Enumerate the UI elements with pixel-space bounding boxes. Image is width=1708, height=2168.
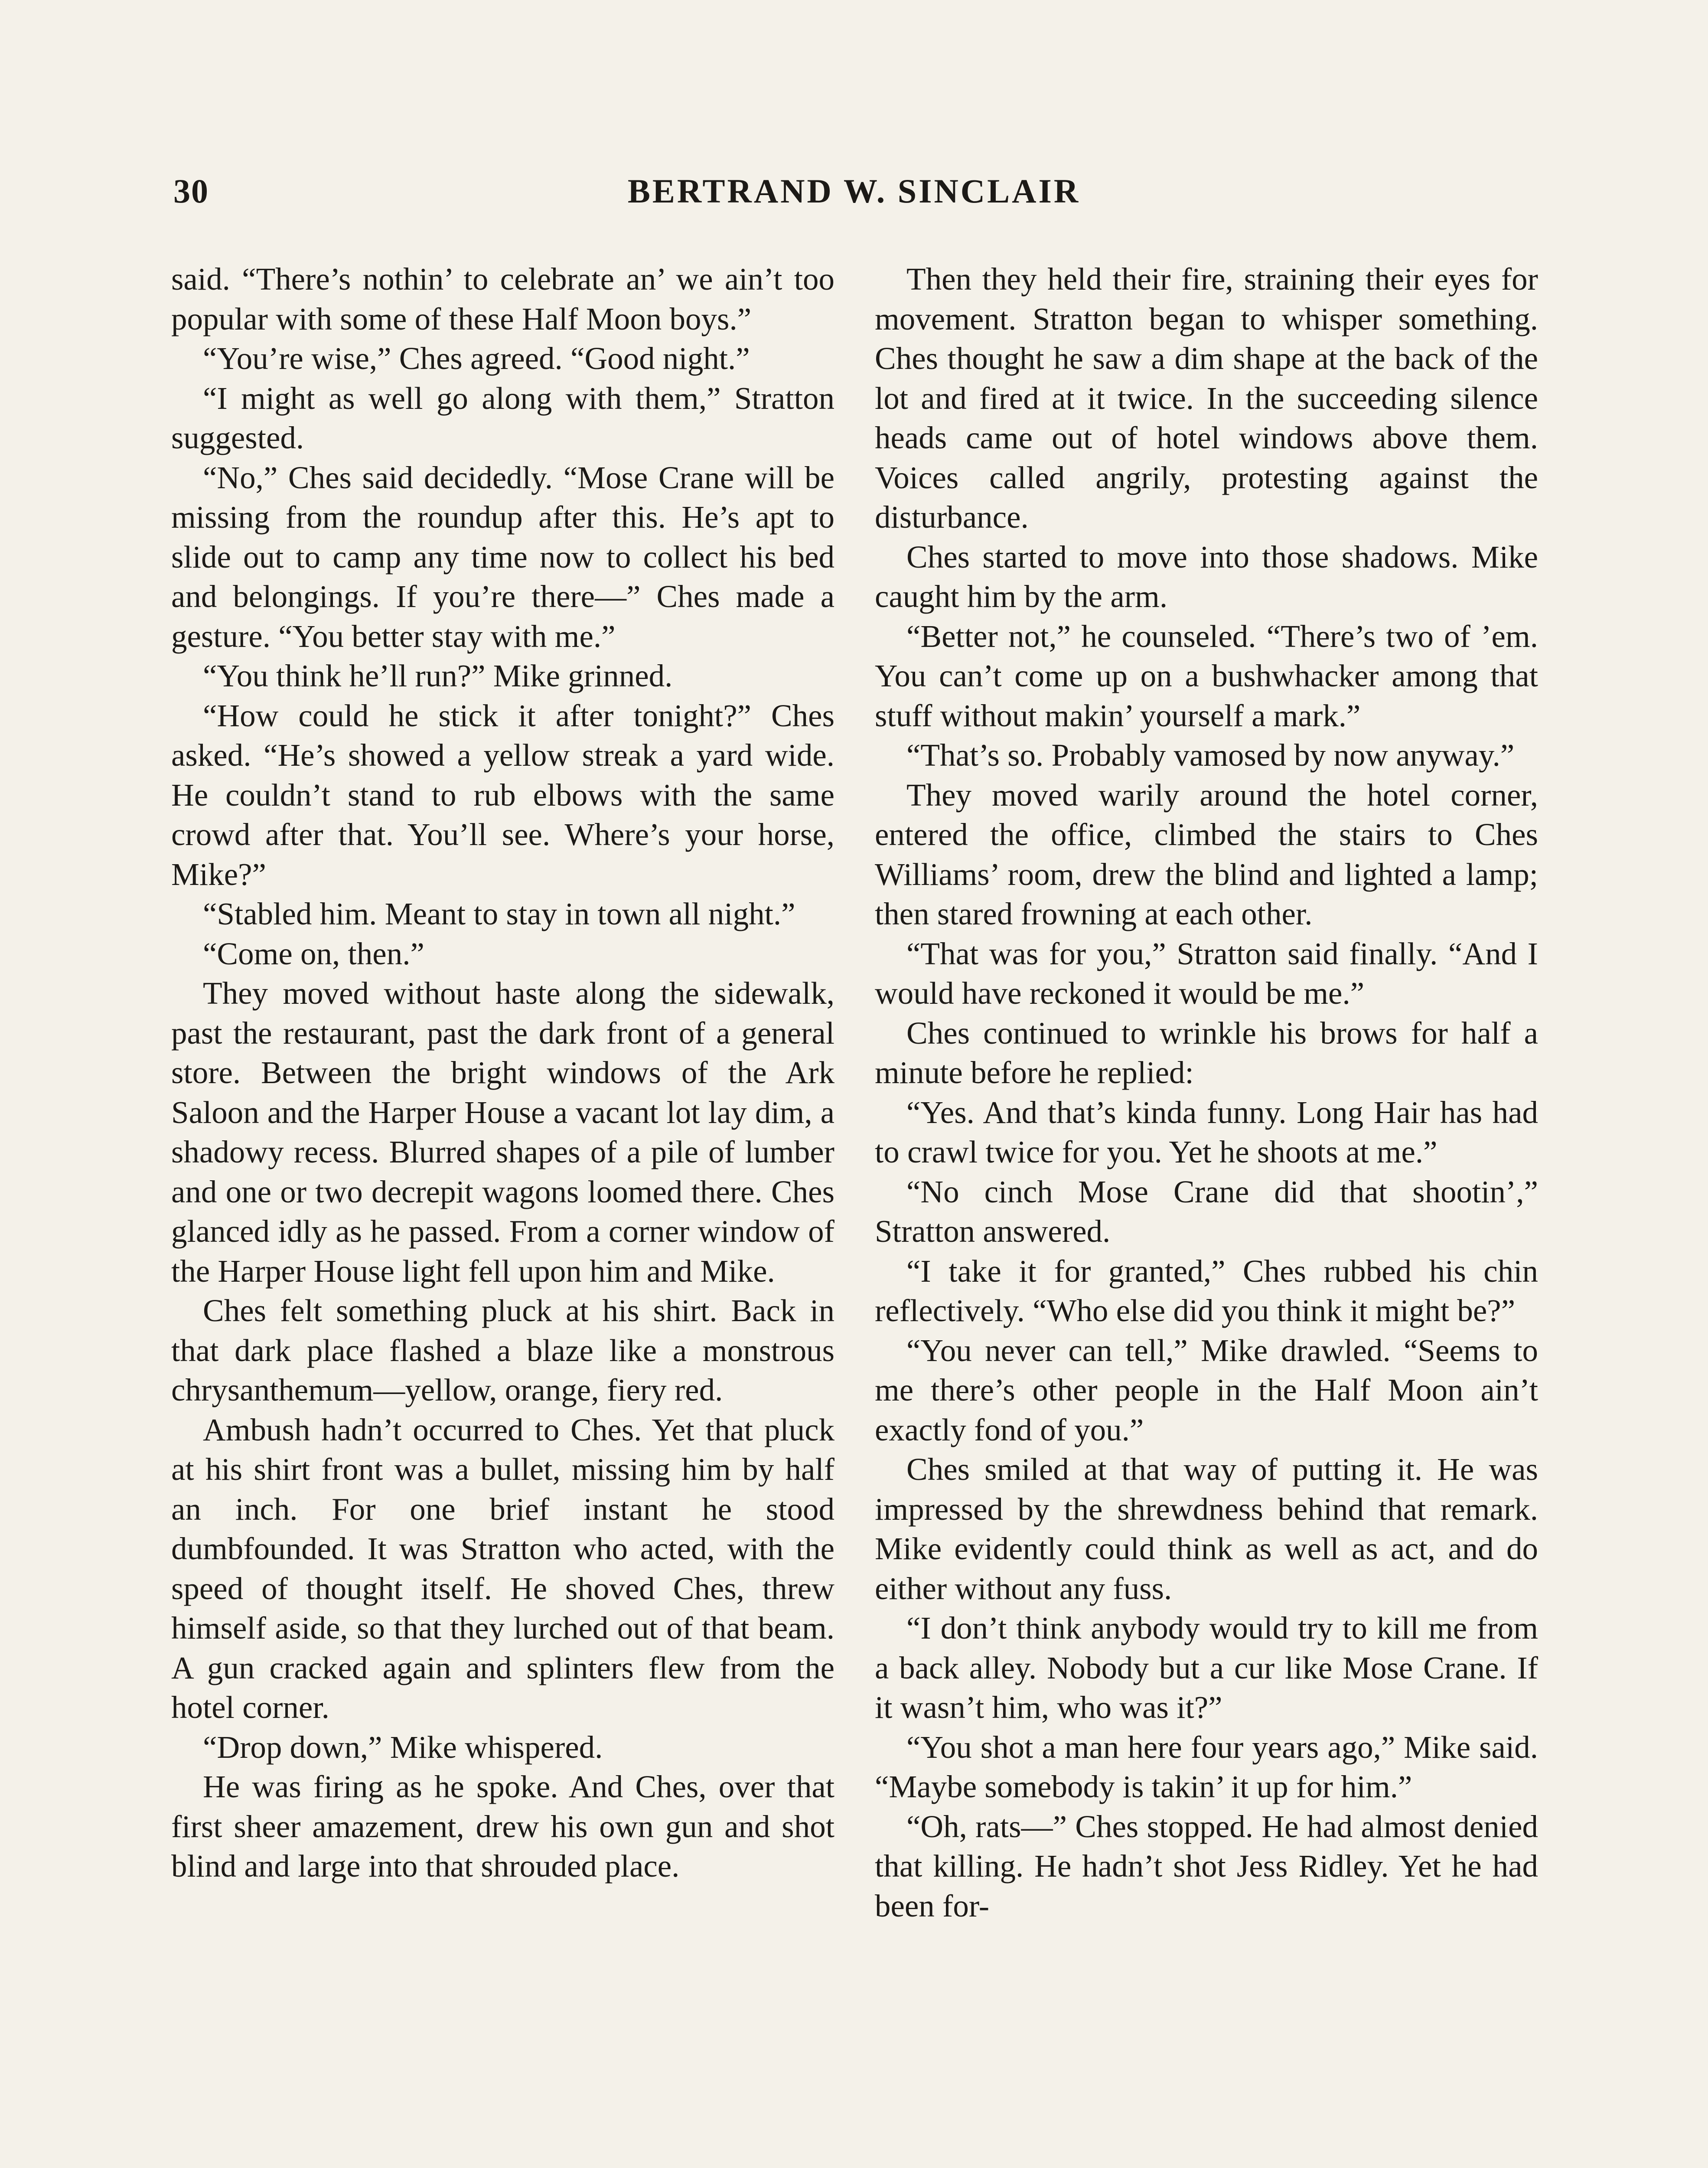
paragraph: Ambush hadn’t occurred to Ches. Yet that pluck at his shirt front was a bullet, missing him by half an inch. For one brief instant he stood dumbfounded. It was Stratton who acted, with the speed of thought itself. He shoved Ches, threw himself aside, so that they lurched out of that beam. A gun cracked again and splinters flew from the hotel corner. bbox=[171, 1412, 834, 1725]
paragraph: “Yes. And that’s kinda funny. Long Hair has had to crawl twice for you. Yet he shoots at me.” bbox=[875, 1094, 1538, 1169]
paragraph: “That’s so. Probably vamosed by now anyway.” bbox=[906, 738, 1515, 773]
paragraph: “Drop down,” Mike whispered. bbox=[203, 1729, 603, 1765]
paragraph: “I take it for granted,” Ches rubbed his chin reflectively. “Who else did you think it might be?” bbox=[875, 1253, 1538, 1328]
paragraph: “That was for you,” Stratton said finally. “And I would have reckoned it would be me.” bbox=[875, 936, 1538, 1011]
paragraph: “Come on, then.” bbox=[203, 936, 424, 971]
page-header bbox=[173, 172, 1535, 224]
paragraph: Ches felt something pluck at his shirt. Back in that dark place flashed a blaze like a monstrous chrysanthemum—yellow, orange, fiery red. bbox=[171, 1293, 834, 1407]
paragraph: “No,” Ches said decidedly. “Mose Crane will be missing from the roundup after this. He’s apt to slide out to camp any time now to collect his bed and belongings. If you’re there—” Ches made a gesture. “You better stay with me.” bbox=[171, 460, 834, 654]
paragraph: “You never can tell,” Mike drawled. “Seems to me there’s other people in the Half Moon ain’t exactly fond of you.” bbox=[875, 1332, 1538, 1447]
paragraph: “Better not,” he counseled. “There’s two of ’em. You can’t come up on a bushwhacker among that stuff without makin’ yourself a mark.” bbox=[875, 618, 1538, 733]
paragraph: “How could he stick it after tonight?” Ches asked. “He’s showed a yellow streak a yard wide. He couldn’t stand to rub elbows with the same crowd after that. You’ll see. Where’s your horse, Mike?” bbox=[171, 698, 834, 892]
paragraph: said. “There’s nothin’ to celebrate an’ we ain’t too popular with some of these Half Moon boys.” bbox=[171, 261, 834, 336]
paragraph: “You shot a man here four years ago,” Mike said. “Maybe somebody is takin’ it up for him.” bbox=[875, 1729, 1538, 1804]
paragraph: They moved without haste along the sidewalk, past the restaurant, past the dark front of a general store. Between the bright windows of the Ark Saloon and the Harper House a vacant lot lay dim, a shadowy recess. Blurred shapes of a pile of lumber and one or two decrepit wagons loomed there. Ches glanced idly as he passed. From a corner window of the Harper House light fell upon him and Mike. bbox=[171, 976, 834, 1289]
right-column bbox=[875, 259, 1538, 1926]
paragraph: Ches continued to wrinkle his brows for half a minute before he replied: bbox=[875, 1015, 1538, 1090]
paragraph: “Stabled him. Meant to stay in town all night.” bbox=[203, 896, 795, 931]
running-head: BERTRAND W. SINCLAIR bbox=[627, 172, 1081, 210]
left-column bbox=[171, 259, 834, 1886]
paragraph: “You think he’ll run?” Mike grinned. bbox=[203, 658, 673, 693]
paragraph: “Oh, rats—” Ches stopped. He had almost denied that killing. He hadn’t shot Jess Ridley. Yet he had been for- bbox=[875, 1809, 1538, 1923]
paragraph: “I might as well go along with them,” Stratton suggested. bbox=[171, 380, 834, 455]
paragraph: They moved warily around the hotel corner, entered the office, climbed the stairs to Ches Williams’ room, drew the blind and lighted a lamp; then stared frowning at each other. bbox=[875, 777, 1538, 931]
page-number: 30 bbox=[173, 172, 209, 210]
paragraph: Ches smiled at that way of putting it. He was impressed by the shrewdness behind that remark. Mike evidently could think as well as act, and do either without any fuss. bbox=[875, 1452, 1538, 1606]
paragraph: Then they held their fire, straining their eyes for movement. Stratton began to whisper something. Ches thought he saw a dim shape at the back of the lot and fired at it twice. In the succeeding silence heads came out of hotel windows above them. Voices called angrily, protesting against the disturbance. bbox=[875, 261, 1538, 535]
paragraph: “I don’t think anybody would try to kill me from a back alley. Nobody but a cur like Mose Crane. If it wasn’t him, who was it?” bbox=[875, 1610, 1538, 1725]
paragraph: “No cinch Mose Crane did that shootin’,” Stratton answered. bbox=[875, 1174, 1538, 1249]
paragraph: “You’re wise,” Ches agreed. “Good night.” bbox=[203, 341, 750, 376]
paragraph: Ches started to move into those shadows. Mike caught him by the arm. bbox=[875, 539, 1538, 614]
paragraph: He was firing as he spoke. And Ches, over that first sheer amazement, drew his own gun and shot blind and large into that shrouded place. bbox=[171, 1769, 834, 1884]
